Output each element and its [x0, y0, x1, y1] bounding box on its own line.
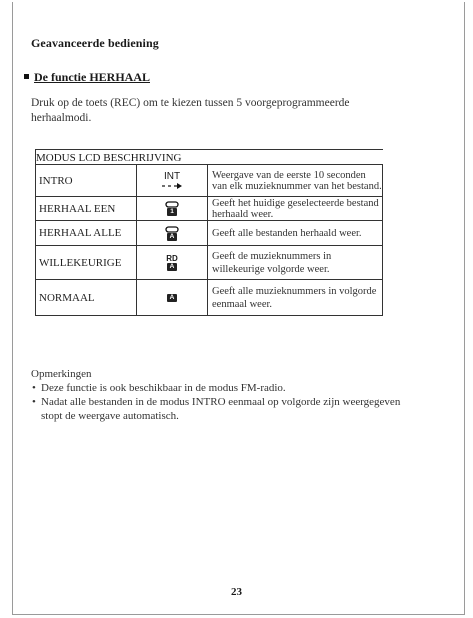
note-item: • Deze functie is ook beschikbaar in de modus FM-radio. — [31, 381, 421, 395]
random-icon — [137, 254, 207, 271]
repeat-loop-icon — [165, 226, 179, 233]
mode-description: Geeft de muzieknummers in willekeurige volgorde weer. — [208, 246, 383, 280]
repeat-one-badge: 1 — [167, 208, 177, 216]
mode-description: Geeft het huidige geselecteerde bestand herhaald weer. — [208, 197, 383, 221]
section-heading — [24, 70, 150, 85]
notes-title: Opmerkingen — [31, 368, 92, 380]
rd-label: RD — [166, 254, 178, 263]
table-header: MODUS LCD BESCHRIJVING — [36, 150, 383, 165]
notes-block — [31, 367, 421, 423]
all-badge: A — [167, 233, 177, 241]
intro-paragraph: Druk op de toets (REC) om te kiezen tussen 5 voorgeprogrammeerde herhaalmodi. — [31, 97, 350, 124]
intro-int-arrow-icon — [137, 172, 207, 190]
table-row — [36, 221, 383, 246]
square-bullet-icon — [24, 74, 29, 79]
mode-name: NORMAAL — [39, 291, 95, 304]
mode-description: Geeft alle bestanden herhaald weer. — [208, 221, 383, 246]
repeat-modes-table — [35, 149, 383, 316]
repeat-loop-icon — [165, 201, 179, 208]
int-label: INT — [163, 170, 181, 182]
mode-description: Weergave van de eerste 10 seconden van elk muzieknummer van het bestand. — [208, 165, 383, 197]
note-item: • Nadat alle bestanden in de modus INTRO eenmaal op volgorde zijn weergegeven stopt de weergave automatisch. — [31, 395, 421, 423]
table-row — [36, 197, 383, 221]
table-header-row — [36, 150, 383, 165]
table-row — [36, 165, 383, 197]
repeat-all-icon — [137, 226, 207, 241]
arrow-right-icon — [161, 182, 183, 190]
repeat-one-icon — [137, 201, 207, 216]
mode-name: HERHAAL ALLE — [39, 227, 122, 239]
mode-name: INTRO — [39, 174, 73, 187]
all-badge: A — [167, 263, 177, 271]
notes-list — [31, 381, 421, 423]
page-heading: Geavanceerde bediening — [31, 36, 159, 50]
mode-description: Geeft alle muzieknummers in volgorde eenmaal weer. — [208, 280, 383, 316]
normal-icon — [137, 294, 207, 302]
section-title: De functie HERHAAL — [34, 70, 150, 84]
all-badge: A — [167, 294, 177, 302]
table-row — [36, 280, 383, 316]
mode-name: WILLEKEURIGE — [39, 256, 122, 269]
page-number: 23 — [231, 586, 242, 598]
mode-name: HERHAAL EEN — [39, 202, 116, 215]
table-row — [36, 246, 383, 280]
